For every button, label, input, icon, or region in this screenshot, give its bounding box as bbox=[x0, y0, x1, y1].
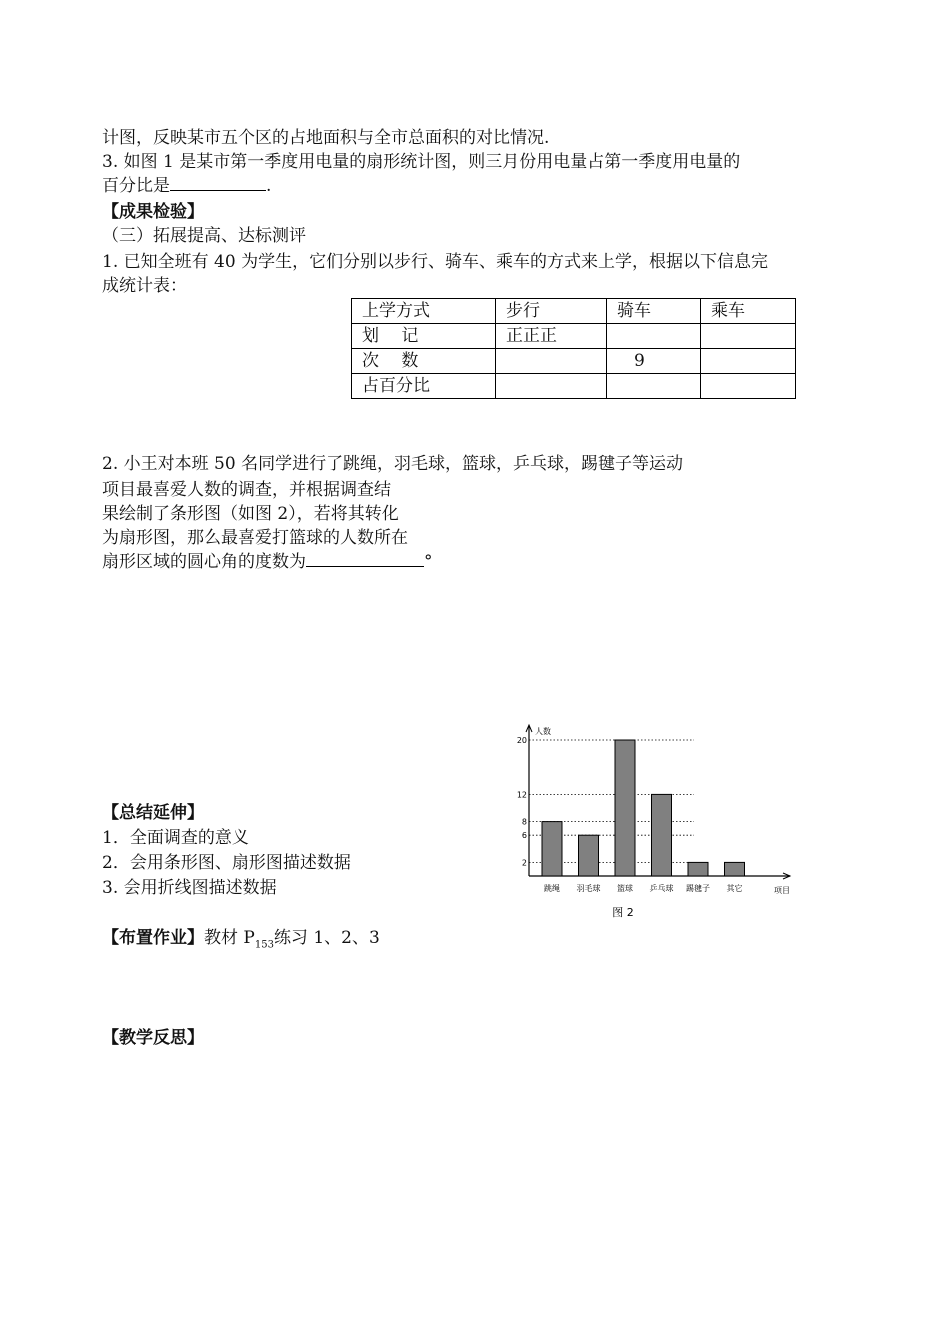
exercise-2-line-2: 项目最喜爱人数的调查，并根据调查结 bbox=[102, 480, 391, 500]
section-heading-reflection: 【教学反思】 bbox=[102, 1028, 204, 1048]
figure-caption: 图 2 bbox=[612, 906, 634, 919]
homework-text: 教材 P bbox=[204, 928, 255, 948]
table-row bbox=[352, 324, 796, 349]
table-cell: 占百分比 bbox=[352, 374, 496, 399]
table-cell[interactable] bbox=[607, 324, 701, 349]
table-cell: 次 数 bbox=[352, 349, 496, 374]
page-number: 153 bbox=[254, 939, 274, 951]
tick-label: 2 bbox=[521, 858, 527, 868]
exercise-2-line-1: 2. 小王对本班 50 名同学进行了跳绳，羽毛球，篮球，乒乓球，踢毽子等运动 bbox=[102, 454, 684, 474]
table-cell[interactable] bbox=[701, 374, 796, 399]
exercise-2-text: 扇形区域的圆心角的度数为 bbox=[102, 552, 306, 572]
category-label: 其它 bbox=[726, 884, 743, 893]
table-header-cell: 步行 bbox=[496, 299, 607, 324]
table-header-cell: 骑车 bbox=[607, 299, 701, 324]
intro-line-1: 计图，反映某市五个区的占地面积与全市总面积的对比情况. bbox=[102, 128, 550, 148]
bar-chart bbox=[508, 722, 798, 922]
exercise-2-line-3: 果绘制了条形图（如图 2），若将其转化 bbox=[102, 504, 399, 524]
category-label: 篮球 bbox=[617, 884, 633, 893]
category-label: 踢毽子 bbox=[686, 884, 710, 893]
y-axis-label: 人数 bbox=[535, 727, 551, 736]
degree-sign: ° bbox=[424, 552, 433, 572]
tick-label: 8 bbox=[521, 817, 527, 827]
table-header-cell: 上学方式 bbox=[352, 299, 496, 324]
table-cell[interactable] bbox=[607, 374, 701, 399]
category-label: 羽毛球 bbox=[576, 884, 601, 893]
summary-item: 3. 会用折线图描述数据 bbox=[102, 878, 277, 898]
summary-item: 2．会用条形图、扇形图描述数据 bbox=[102, 853, 351, 873]
tick-label: 6 bbox=[521, 831, 527, 841]
table-cell: 9 bbox=[607, 349, 701, 374]
bar bbox=[542, 822, 562, 876]
answer-blank[interactable] bbox=[170, 174, 266, 191]
category-label: 乒乓球 bbox=[649, 884, 674, 893]
bar bbox=[579, 835, 599, 876]
section-heading-homework: 【布置作业】 bbox=[102, 928, 204, 948]
bar bbox=[725, 862, 745, 876]
bar bbox=[615, 740, 635, 876]
bar bbox=[652, 794, 672, 876]
table-row bbox=[352, 349, 796, 374]
answer-blank[interactable] bbox=[306, 550, 424, 567]
tick-label: 20 bbox=[516, 736, 527, 745]
bar bbox=[688, 862, 708, 876]
table-row bbox=[352, 374, 796, 399]
exercise-1-line-1: 1. 已知全班有 40 为学生，它们分别以步行、骑车、乘车的方式来上学，根据以下信息完 bbox=[102, 252, 769, 272]
summary-item: 1．全面调查的意义 bbox=[102, 828, 249, 848]
subsection-heading: （三）拓展提高、达标测评 bbox=[102, 226, 306, 246]
table-cell[interactable] bbox=[701, 324, 796, 349]
x-axis-label: 项目 bbox=[774, 886, 790, 895]
table-header-cell: 乘车 bbox=[701, 299, 796, 324]
category-label: 跳绳 bbox=[544, 884, 560, 893]
exercise-2-line-5 bbox=[102, 550, 433, 574]
section-heading-summary: 【总结延伸】 bbox=[102, 803, 204, 823]
table-header-row bbox=[352, 299, 796, 324]
homework-line bbox=[102, 926, 380, 957]
stats-table bbox=[351, 298, 796, 399]
table-cell[interactable] bbox=[701, 349, 796, 374]
question-3-line-1: 3. 如图 1 是某市第一季度用电量的扇形统计图，则三月份用电量占第一季度用电量的 bbox=[102, 152, 741, 172]
question-3-text: 百分比是 bbox=[102, 176, 170, 196]
table-cell[interactable] bbox=[496, 374, 607, 399]
homework-text-2: 练习 1、2、3 bbox=[273, 928, 380, 948]
section-heading-results: 【成果检验】 bbox=[102, 202, 204, 222]
question-3-line-2 bbox=[102, 174, 271, 198]
table-cell: 正正正 bbox=[496, 324, 607, 349]
tick-label: 12 bbox=[516, 790, 527, 800]
question-3-end: . bbox=[266, 176, 272, 196]
exercise-1-line-2: 成统计表： bbox=[102, 276, 187, 296]
table-cell: 划 记 bbox=[352, 324, 496, 349]
table-cell[interactable] bbox=[496, 349, 607, 374]
exercise-2-line-4: 为扇形图，那么最喜爱打篮球的人数所在 bbox=[102, 528, 408, 548]
